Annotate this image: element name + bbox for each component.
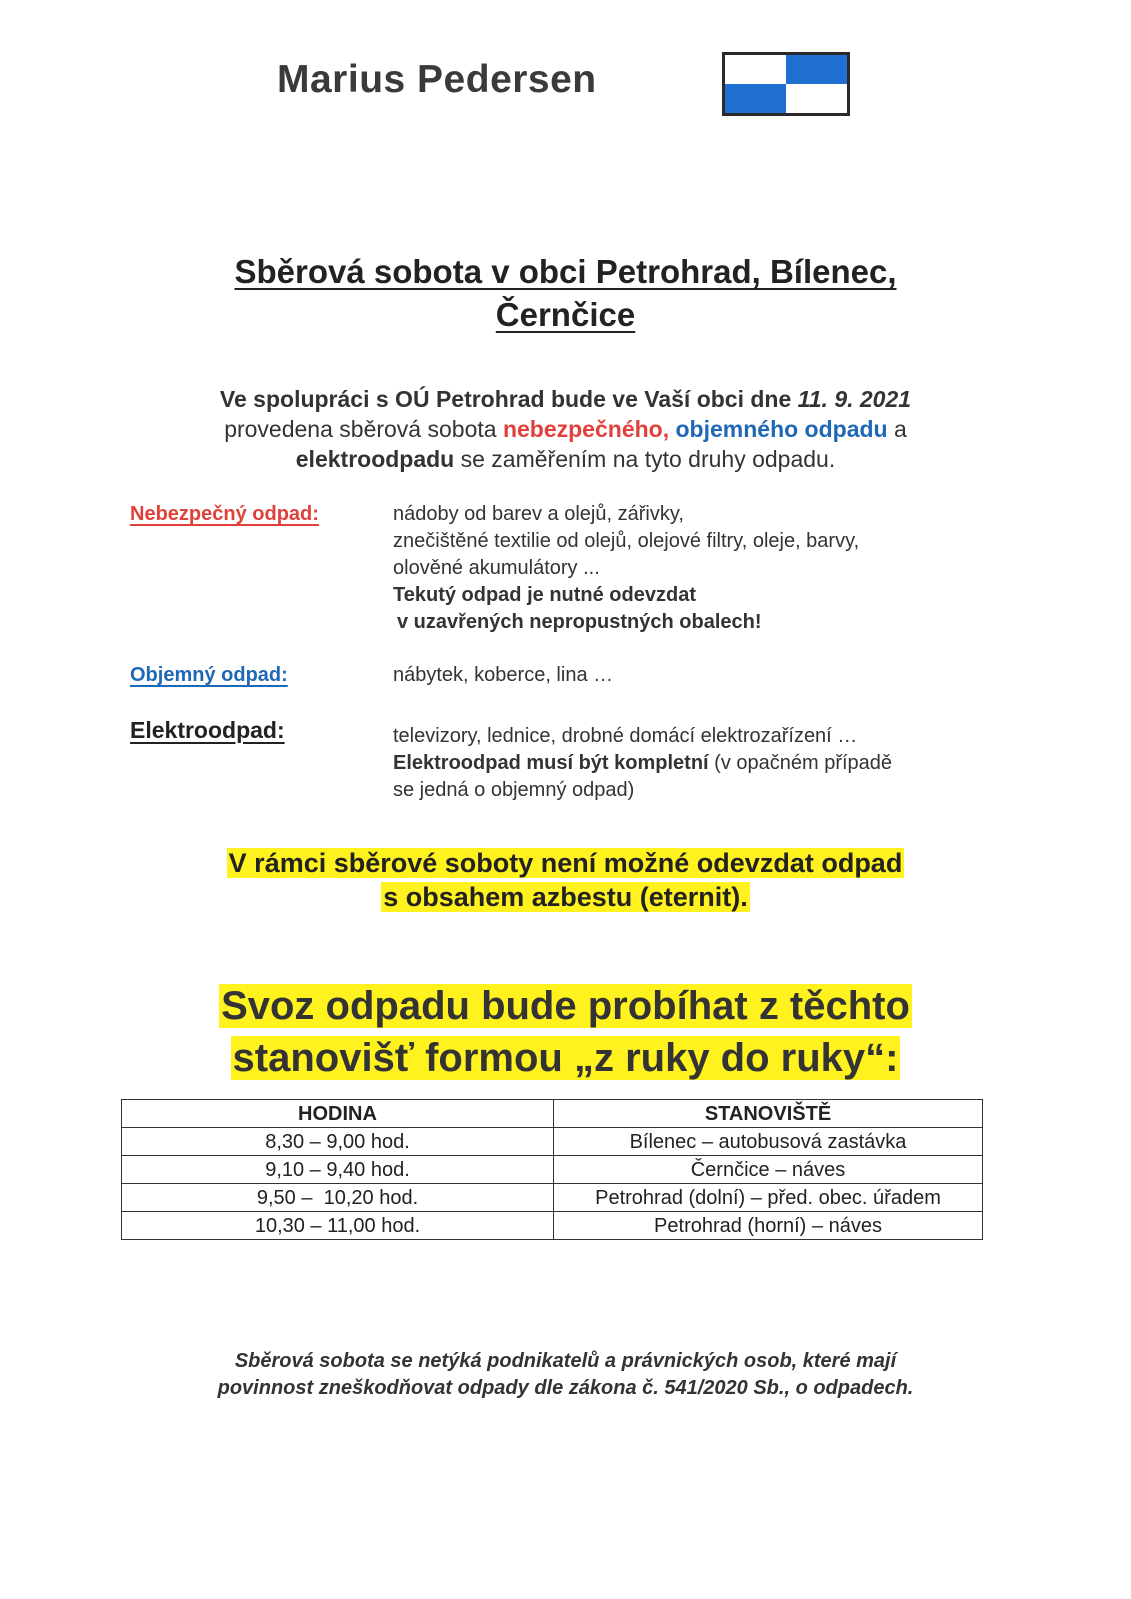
event-date: 11. 9. 2021 <box>797 386 912 412</box>
footer-line-2: povinnost zneškodňovat odpady dle zákona č. 541/2020 Sb., o odpadech. <box>217 1377 914 1399</box>
row-time: 8,30 – 9,00 hod. <box>122 1128 554 1156</box>
hazardous-line-2: znečištěné textilie od olejů, olejové filtry, oleje, barvy, <box>393 530 860 552</box>
hazardous-note-1: Tekutý odpad je nutné odevzdat <box>393 584 696 606</box>
hazardous-description <box>393 501 1013 636</box>
row-location: Petrohrad (dolní) – před. obec. úřadem <box>554 1184 983 1212</box>
notice-line-1: V rámci sběrové soboty není možné odevzdat odpad <box>228 848 903 878</box>
electro-description <box>393 723 1013 804</box>
header-time: HODINA <box>122 1100 554 1128</box>
intro-bulky: objemného odpadu <box>675 416 888 442</box>
intro-paragraph <box>110 384 1021 474</box>
row-location: Petrohrad (horní) – náves <box>554 1212 983 1240</box>
electro-line-1: televizory, lednice, drobné domácí elektrozařízení … <box>393 725 858 747</box>
table-row <box>122 1128 983 1156</box>
intro-text-4: se zaměřením na tyto druhy odpadu. <box>454 446 836 472</box>
intro-electro: elektroodpadu <box>295 446 455 472</box>
table-row <box>122 1184 983 1212</box>
hazardous-label: Nebezpečný odpad: <box>130 503 319 525</box>
title-line-2: Černčice <box>495 296 636 333</box>
header-location: STANOVIŠTĚ <box>554 1100 983 1128</box>
collection-headline <box>0 980 1131 1084</box>
page-title <box>0 250 1131 336</box>
intro-text-3: a <box>887 416 907 442</box>
collection-line-2: stanovišť formou „z ruky do ruky“: <box>232 1036 899 1080</box>
intro-hazardous: nebezpečného, <box>502 416 670 442</box>
footer-line-1: Sběrová sobota se netýká podnikatelů a právnických osob, které mají <box>234 1350 897 1372</box>
title-line-1: Sběrová sobota v obci Petrohrad, Bílenec, <box>234 253 897 290</box>
collection-line-1: Svoz odpadu bude probíhat z těchto <box>221 984 910 1028</box>
hazardous-line-3: olověné akumulátory ... <box>393 557 600 579</box>
row-time: 9,50 – 10,20 hod. <box>122 1184 554 1212</box>
electro-label: Elektroodpad: <box>130 717 285 743</box>
electro-line-3: se jedná o objemný odpad) <box>393 779 635 801</box>
table-row <box>122 1156 983 1184</box>
bulky-description: nábytek, koberce, lina … <box>393 664 614 686</box>
company-logo-icon <box>722 52 850 116</box>
table-header-row <box>122 1100 983 1128</box>
asbestos-notice <box>0 846 1131 914</box>
schedule-table <box>121 1099 983 1240</box>
electro-line-2: (v opačném případě <box>708 752 893 774</box>
table-row <box>122 1212 983 1240</box>
intro-text-2: provedena sběrová sobota <box>224 416 503 442</box>
company-name: Marius Pedersen <box>277 58 597 101</box>
row-time: 9,10 – 9,40 hod. <box>122 1156 554 1184</box>
row-location: Bílenec – autobusová zastávka <box>554 1128 983 1156</box>
electro-complete: Elektroodpad musí být kompletní <box>393 752 709 774</box>
bulky-label: Objemný odpad: <box>130 664 288 686</box>
hazardous-note-2: v uzavřených nepropustných obalech! <box>397 611 762 633</box>
hazardous-line-1: nádoby od barev a olejů, zářivky, <box>393 503 684 525</box>
intro-text-1: Ve spolupráci s OÚ Petrohrad bude ve Vaší obci dne <box>219 386 798 412</box>
footer-note <box>60 1348 1071 1402</box>
notice-line-2: s obsahem azbestu (eternit). <box>383 882 748 912</box>
row-time: 10,30 – 11,00 hod. <box>122 1212 554 1240</box>
row-location: Černčice – náves <box>554 1156 983 1184</box>
